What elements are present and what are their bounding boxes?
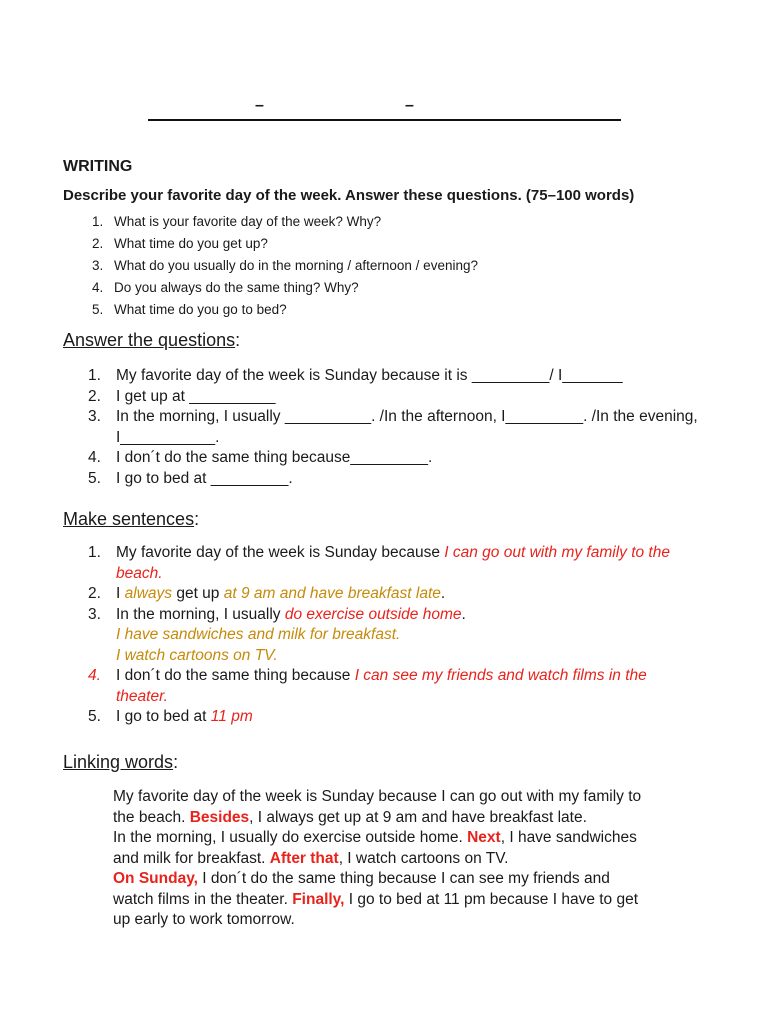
answer-item [88,387,698,408]
paragraph-text: I go to bed at 11 pm because I have to get [344,890,639,908]
sentence-number: 2. [88,585,101,602]
sentence-plain-text: In the morning, I usually [116,605,285,623]
question-item [92,255,478,277]
make-sentences-title: Make sentences [63,509,195,529]
sentence-item [88,605,698,667]
sentence-red-text: I can go out with my family to the beach. [116,544,670,582]
answer-item [88,448,698,469]
sentence-plain-text: My favorite day of the week is Sunday because [116,544,445,561]
answer-number: 3. [88,408,101,425]
sentence-gold-text: at 9 am and have breakfast late [223,585,441,602]
linking-word: After that [269,849,339,867]
answer-text: My favorite day of the week is Sunday because it is _________/ I_______ [116,367,623,384]
question-number: 4. [92,280,104,295]
paragraph-text: , I have sandwiches [500,829,637,846]
question-list [92,211,478,321]
answer-number: 2. [88,387,101,405]
header-dash-1: – [255,97,264,114]
answer-section-heading [63,330,240,351]
question-item [92,233,478,255]
writing-title: WRITING [63,158,133,175]
answer-section-title: Answer the questions [63,330,236,350]
question-item [92,277,478,299]
question-item [92,211,478,233]
sentence-plain-text: get up [172,585,224,602]
answer-text: I get up at __________ [116,387,276,405]
answer-number: 1. [88,367,101,384]
linking-word: Finally, [292,890,345,908]
paragraph-text: I don´t do the same thing because I can see my friends and [197,870,610,887]
paragraph-line [113,890,691,911]
linking-words-title: Linking words [63,752,174,772]
question-text: What is your favorite day of the week? Why? [114,214,382,229]
paragraph-text: and milk for breakfast. [113,849,270,867]
sentence-plain-text: I don´t do the same thing because [116,667,355,684]
name-date-blank-line [148,119,621,121]
make-sentences-colon: : [194,509,200,529]
answer-item [88,366,698,387]
paragraph-text: , I watch cartoons on TV. [338,849,509,867]
answer-text: In the morning, I usually __________. /In the afternoon, I_________. /In the evening, I___________. [116,408,698,446]
paragraph-line [113,869,691,890]
sentence-item [88,666,698,707]
question-text: What time do you get up? [114,236,268,251]
question-text: Do you always do the same thing? Why? [114,280,359,295]
paragraph-line: up early to work tomorrow. [113,911,295,928]
sentence-list [88,543,698,728]
sentence-plain-text: . [461,605,466,623]
writing-instructions: Describe your favorite day of the week. Answer these questions. (75–100 words) [63,187,635,204]
sentence-gold-text: always [124,585,173,602]
sentence-number: 3. [88,605,101,623]
question-text: What do you usually do in the morning / afternoon / evening? [114,258,478,273]
answer-item [88,469,698,490]
answer-item [88,407,698,448]
paragraph-line [113,828,691,849]
answer-number: 4. [88,449,101,466]
paragraph-text: In the morning, I usually do exercise outside home. [113,829,468,846]
sentence-item [88,543,698,584]
sentence-red-text: I can see my friends and watch films in the theater. [116,667,647,705]
question-number: 2. [92,236,104,251]
answer-text: I don´t do the same thing because_________. [116,449,433,466]
sentence-gold-line: I watch cartoons on TV. [116,646,278,664]
question-text: What time do you go to bed? [114,302,287,317]
answer-number: 5. [88,469,101,487]
linking-words-colon: : [173,752,179,772]
linking-paragraph [113,787,691,931]
question-number: 3. [92,258,104,273]
sentence-number: 1. [88,544,101,561]
sentence-red-text: do exercise outside home [284,605,462,623]
header-dash-2: – [405,97,414,114]
linking-word: Besides [189,808,250,826]
paragraph-text: the beach. [113,808,190,826]
question-number: 5. [92,302,104,317]
paragraph-line [113,849,691,870]
question-item [92,299,478,321]
paragraph-text: watch films in the theater. [113,890,293,908]
paragraph-line: My favorite day of the week is Sunday because I can go out with my family to [113,788,642,805]
question-number: 1. [92,214,104,229]
sentence-plain-text: . [440,585,446,602]
paragraph-text: , I always get up at 9 am and have breakfast late. [249,808,587,826]
sentence-plain-text: I [116,585,125,602]
sentence-number: 4. [88,667,101,684]
answer-list [88,366,698,489]
sentence-plain-text: I go to bed at [116,708,211,725]
sentence-red-text: 11 pm [210,708,253,725]
answer-text: I go to bed at _________. [116,469,293,487]
make-sentences-heading [63,509,199,530]
answer-section-colon: : [235,330,241,350]
linking-word: On Sunday, [113,870,198,887]
sentence-item [88,707,698,728]
linking-word: Next [467,829,501,846]
sentence-item [88,584,698,605]
paragraph-line [113,808,691,829]
sentence-number: 5. [88,708,101,725]
sentence-gold-line: I have sandwiches and milk for breakfast. [116,626,401,643]
linking-words-heading [63,752,178,773]
